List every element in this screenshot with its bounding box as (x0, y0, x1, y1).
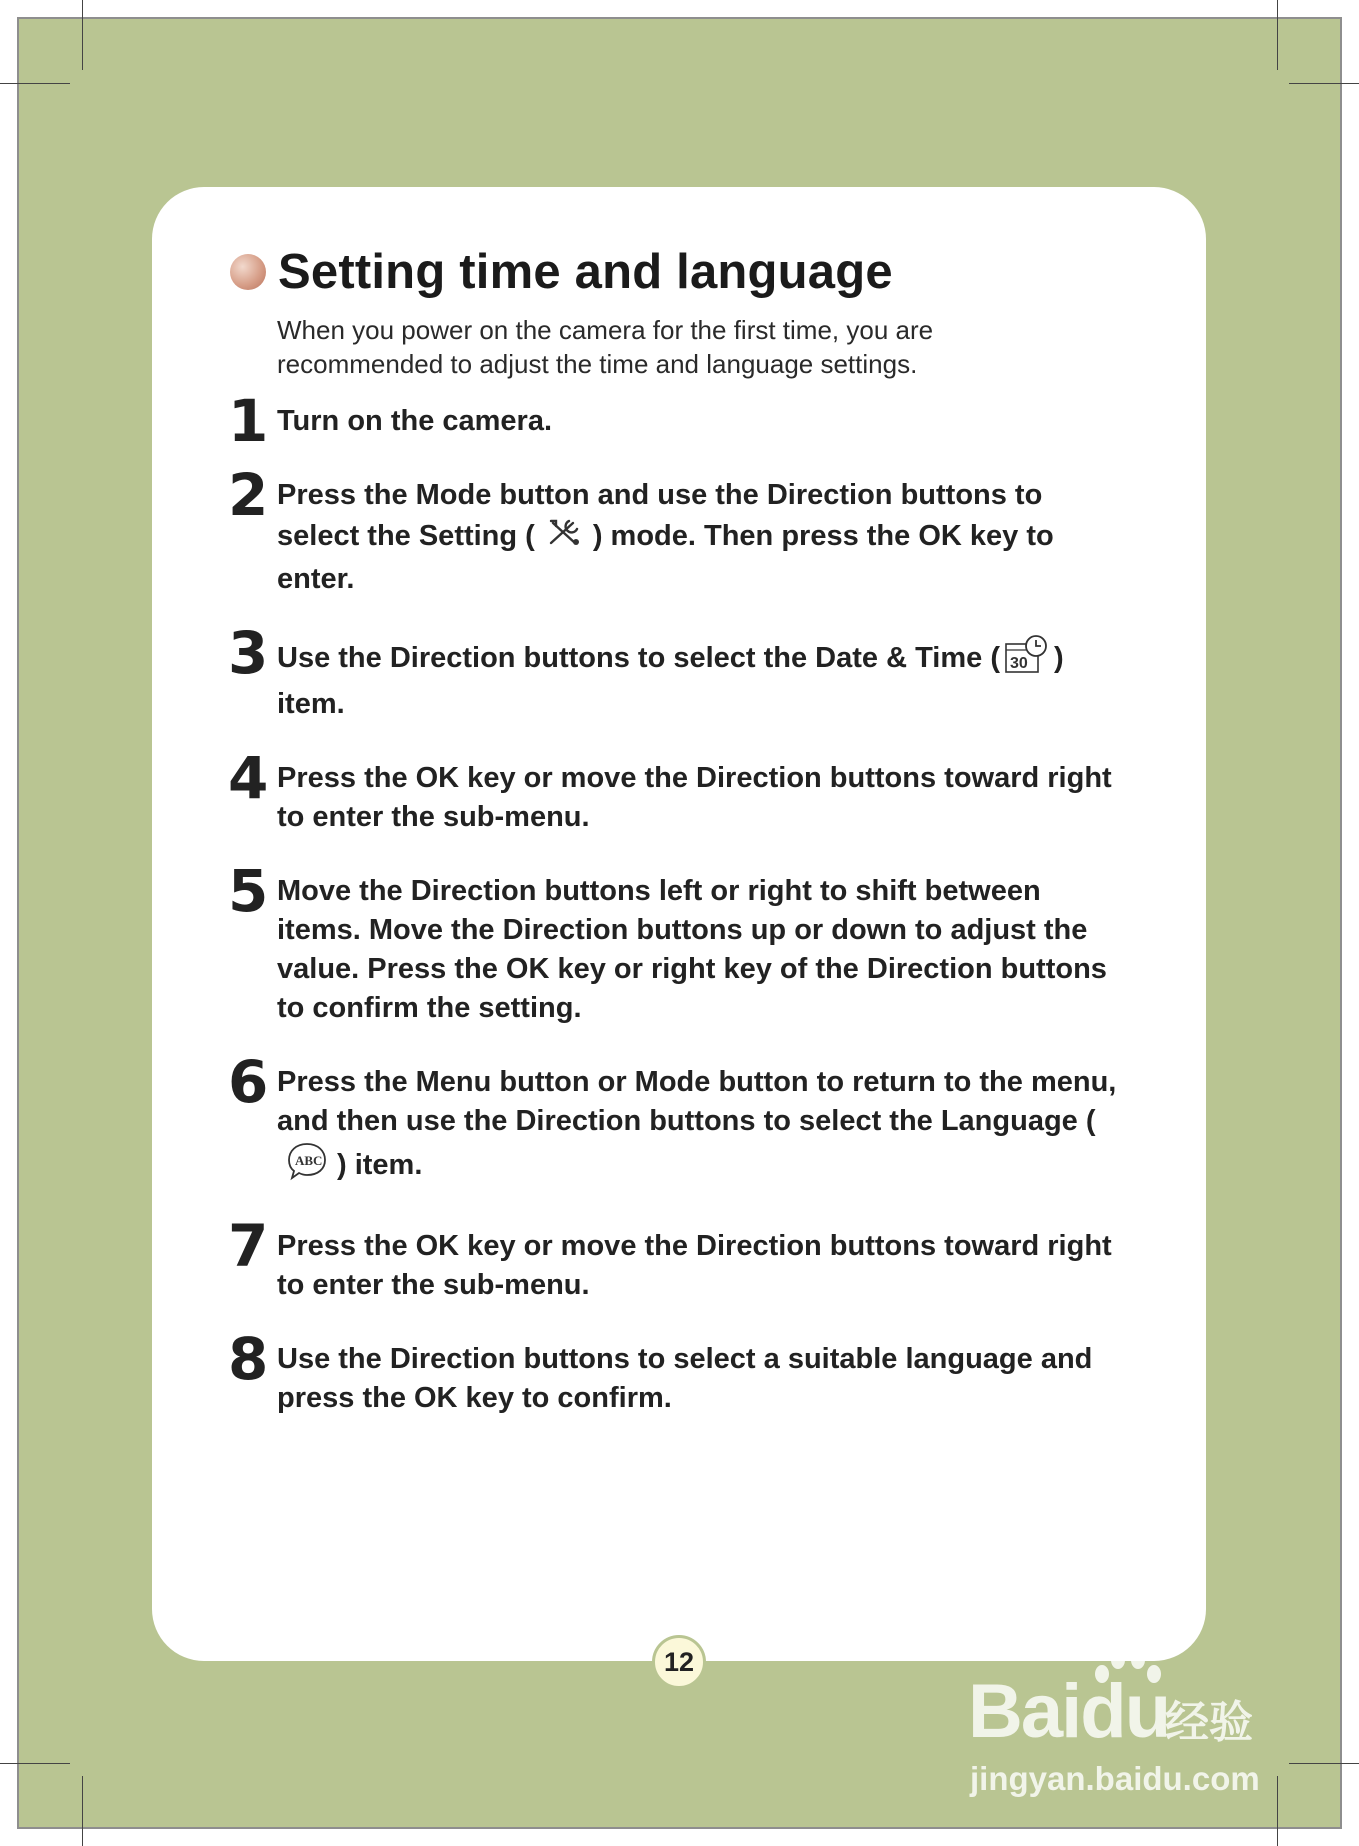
svg-text:ABC: ABC (295, 1153, 323, 1168)
date-time-icon (1004, 634, 1050, 685)
intro-paragraph: When you power on the camera for the first time, you are recommended to adjust the time and language settings. (277, 315, 934, 379)
step-3 (228, 619, 1128, 724)
step-text: Press the Menu button or Mode button to return to the menu, and then use the Direction buttons to select the Language ( ABC ) item. (277, 1051, 1128, 1192)
step-number: 3 (228, 619, 267, 687)
watermark-chinese: 经验 (1165, 1697, 1253, 1748)
svg-text:30: 30 (1009, 655, 1028, 672)
step-number: 4 (228, 744, 267, 812)
step-number: 8 (228, 1325, 267, 1393)
step-text: Use the Direction buttons to select the Date & Time ( 30 ) item. (277, 622, 1128, 724)
step-text: Move the Direction buttons left or right to shift between items. Move the Direction buttons up or down to adjust the value. Press the OK key or right key of the Direction buttons to confirm the setting. (277, 875, 1107, 1024)
section-header (230, 242, 893, 302)
step-4 (228, 744, 1128, 837)
step-text: Use the Direction buttons to select a suitable language and press the OK key to confirm. (277, 1343, 1093, 1414)
page-title: Setting time and language (278, 245, 893, 299)
step-1 (228, 387, 1128, 455)
watermark-logo: Baidu (968, 1669, 1170, 1754)
step-5 (228, 857, 1128, 1028)
step-number: 6 (228, 1048, 267, 1116)
page-number: 12 (652, 1635, 706, 1689)
bullet-icon (230, 254, 266, 290)
watermark (960, 1648, 1290, 1798)
crop-mark (1289, 1763, 1359, 1764)
crop-mark (82, 1776, 83, 1846)
step-7 (228, 1212, 1128, 1305)
step-number: 2 (228, 461, 267, 529)
crop-mark (1277, 0, 1278, 70)
language-icon (285, 1141, 329, 1192)
step-8 (228, 1325, 1128, 1418)
crop-mark (0, 1763, 70, 1764)
crop-mark (82, 0, 83, 70)
setting-tools-icon (543, 515, 585, 560)
step-text: Press the Mode button and use the Direction buttons to select the Setting ( ) mode. Then press the OK key to enter. (277, 479, 1054, 595)
crop-mark (1289, 83, 1359, 84)
step-text: Press the OK key or move the Direction buttons toward right to enter the sub-menu. (277, 1230, 1112, 1301)
step-number: 5 (228, 857, 267, 925)
step-text: Turn on the camera. (277, 405, 553, 437)
crop-mark (0, 83, 70, 84)
step-list (228, 387, 1128, 1441)
step-text: Press the OK key or move the Direction buttons toward right to enter the sub-menu. (277, 762, 1112, 833)
step-number: 1 (228, 387, 267, 455)
watermark-url: jingyan.baidu.com (970, 1760, 1260, 1797)
step-2 (228, 461, 1128, 599)
step-6 (228, 1048, 1128, 1192)
step-number: 7 (228, 1212, 267, 1280)
